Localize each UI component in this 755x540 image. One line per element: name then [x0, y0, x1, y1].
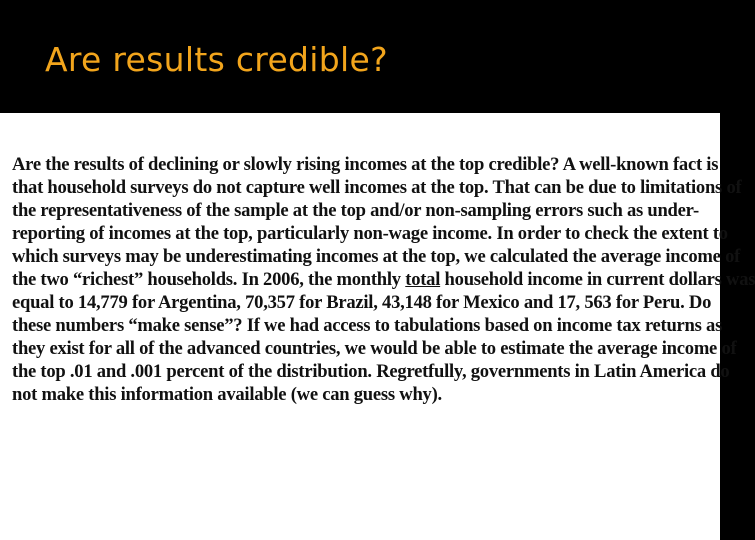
excerpt-line: not make this information available (we can guess why).	[12, 384, 442, 405]
excerpt-line: which surveys may be underestimating incomes at the top, we calculated the average income of	[12, 246, 741, 267]
excerpt-line: these numbers “make sense”? If we had access to tabulations based on income tax returns as	[12, 315, 723, 336]
excerpt-line-part: household income in current dollars was	[440, 269, 755, 290]
excerpt-line: equal to 14,779 for Argentina, 70,357 for Brazil, 43,148 for Mexico and 17, 563 for Peru. Do	[12, 292, 712, 313]
excerpt-line-part: the two “richest” households. In 2006, the monthly	[12, 269, 406, 290]
scanned-text-panel	[0, 113, 755, 540]
underlined-word-total: total	[405, 269, 441, 290]
excerpt-line: the top .01 and .001 percent of the distribution. Regretfully, governments in Latin America do	[12, 361, 730, 382]
excerpt-line: Are the results of declining or slowly rising incomes at the top credible? A well-known fact is	[12, 154, 719, 175]
excerpt-line: they exist for all of the advanced countries, we would be able to estimate the average income of	[12, 338, 737, 359]
excerpt-line: the representativeness of the sample at the top and/or non-sampling errors such as under-	[12, 200, 699, 221]
excerpt-paragraph	[12, 153, 755, 406]
excerpt-line: reporting of incomes at the top, particularly non-wage income. In order to check the extent to	[12, 223, 728, 244]
slide-title: Are results credible?	[45, 40, 388, 79]
excerpt-line: that household surveys do not capture well incomes at the top. That can be due to limitations of	[12, 177, 742, 198]
excerpt-line-with-emphasis	[12, 268, 755, 291]
